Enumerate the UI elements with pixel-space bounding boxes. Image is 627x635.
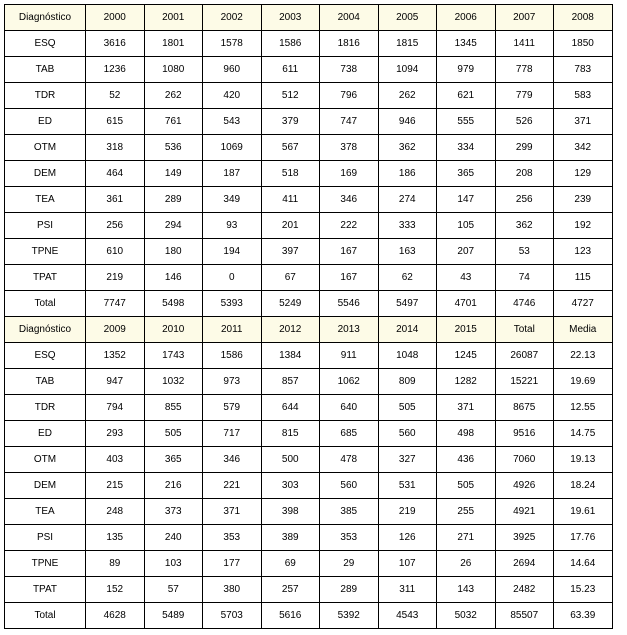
column-header: 2015 [437,317,496,343]
column-header: 2009 [86,317,145,343]
table-cell: 1094 [378,57,437,83]
table-cell: 163 [378,239,437,265]
table-cell: 5498 [144,291,203,317]
table-cell: 349 [203,187,262,213]
row-label-cell: OTM [5,447,86,473]
table-cell: 93 [203,213,262,239]
column-header: 2001 [144,5,203,31]
table-row [5,369,613,395]
table-row [5,343,613,369]
row-label-cell: DEM [5,161,86,187]
table-cell: 248 [86,499,145,525]
table-cell: 5392 [320,603,379,629]
table-cell: 717 [203,421,262,447]
table-cell: 85507 [495,603,554,629]
table-cell: 4701 [437,291,496,317]
diagnosis-table-container [4,4,613,629]
table-cell: 615 [86,109,145,135]
table-cell: 1352 [86,343,145,369]
table-cell: 397 [261,239,320,265]
row-label-cell: TPNE [5,239,86,265]
table-cell: 346 [203,447,262,473]
table-row [5,551,613,577]
table-cell: 353 [203,525,262,551]
table-cell: 7060 [495,447,554,473]
table-cell: 4926 [495,473,554,499]
table-row [5,421,613,447]
table-cell: 5616 [261,603,320,629]
table-cell: 611 [261,57,320,83]
table-cell: 567 [261,135,320,161]
table-cell: 947 [86,369,145,395]
table-cell: 135 [86,525,145,551]
table-row [5,291,613,317]
table-row [5,395,613,421]
table-cell: 560 [320,473,379,499]
table-cell: 67 [261,265,320,291]
table-cell: 365 [437,161,496,187]
table-cell: 361 [86,187,145,213]
table-cell: 177 [203,551,262,577]
table-cell: 1801 [144,31,203,57]
table-cell: 420 [203,83,262,109]
table-cell: 796 [320,83,379,109]
table-cell: 115 [554,265,613,291]
table-cell: 63.39 [554,603,613,629]
table-cell: 464 [86,161,145,187]
table-row [5,265,613,291]
table-cell: 1282 [437,369,496,395]
table-cell: 1048 [378,343,437,369]
table-cell: 19.13 [554,447,613,473]
column-header: 2007 [495,5,554,31]
table-cell: 19.61 [554,499,613,525]
table-cell: 500 [261,447,320,473]
table-cell: 960 [203,57,262,83]
table-cell: 4628 [86,603,145,629]
column-header: 2004 [320,5,379,31]
table-cell: 333 [378,213,437,239]
table-cell: 505 [144,421,203,447]
table-cell: 946 [378,109,437,135]
table-cell: 293 [86,421,145,447]
table-cell: 815 [261,421,320,447]
table-cell: 239 [554,187,613,213]
row-label-cell: ED [5,109,86,135]
table-cell: 342 [554,135,613,161]
table-cell: 1236 [86,57,145,83]
row-label-cell: TPAT [5,265,86,291]
header-row [5,5,613,31]
table-cell: 1245 [437,343,496,369]
table-cell: 498 [437,421,496,447]
table-row [5,31,613,57]
table-cell: 8675 [495,395,554,421]
table-cell: 979 [437,57,496,83]
column-header: 2013 [320,317,379,343]
column-header: Diagnóstico [5,5,86,31]
table-cell: 794 [86,395,145,421]
table-cell: 379 [261,109,320,135]
table-cell: 43 [437,265,496,291]
table-cell: 15221 [495,369,554,395]
table-cell: 365 [144,447,203,473]
table-cell: 19.69 [554,369,613,395]
table-cell: 294 [144,213,203,239]
table-cell: 505 [437,473,496,499]
table-cell: 74 [495,265,554,291]
table-cell: 1032 [144,369,203,395]
table-cell: 512 [261,83,320,109]
table-row [5,109,613,135]
table-cell: 685 [320,421,379,447]
table-cell: 738 [320,57,379,83]
table-cell: 289 [144,187,203,213]
table-cell: 543 [203,109,262,135]
table-cell: 411 [261,187,320,213]
table-row [5,447,613,473]
table-cell: 478 [320,447,379,473]
table-cell: 389 [261,525,320,551]
table-cell: 1062 [320,369,379,395]
table-cell: 147 [437,187,496,213]
table-cell: 778 [495,57,554,83]
table-cell: 219 [86,265,145,291]
table-cell: 17.76 [554,525,613,551]
table-cell: 187 [203,161,262,187]
table-cell: 303 [261,473,320,499]
table-cell: 1815 [378,31,437,57]
table-cell: 7747 [86,291,145,317]
table-cell: 222 [320,213,379,239]
table-cell: 4746 [495,291,554,317]
table-cell: 62 [378,265,437,291]
table-row [5,135,613,161]
table-cell: 69 [261,551,320,577]
table-cell: 436 [437,447,496,473]
table-cell: 378 [320,135,379,161]
table-cell: 4921 [495,499,554,525]
row-label-cell: TAB [5,57,86,83]
table-cell: 5249 [261,291,320,317]
row-label-cell: PSI [5,525,86,551]
table-cell: 1850 [554,31,613,57]
table-cell: 783 [554,57,613,83]
table-cell: 5489 [144,603,203,629]
row-label-cell: OTM [5,135,86,161]
table-cell: 192 [554,213,613,239]
table-cell: 2694 [495,551,554,577]
row-label-cell: TPAT [5,577,86,603]
column-header: 2006 [437,5,496,31]
table-cell: 219 [378,499,437,525]
row-label-cell: TDR [5,83,86,109]
table-cell: 4727 [554,291,613,317]
table-cell: 201 [261,213,320,239]
table-cell: 103 [144,551,203,577]
table-cell: 362 [378,135,437,161]
table-cell: 256 [495,187,554,213]
column-header: 2000 [86,5,145,31]
table-cell: 255 [437,499,496,525]
table-cell: 346 [320,187,379,213]
table-cell: 1080 [144,57,203,83]
table-cell: 52 [86,83,145,109]
row-label-cell: ED [5,421,86,447]
table-cell: 5546 [320,291,379,317]
column-header: 2005 [378,5,437,31]
table-cell: 583 [554,83,613,109]
table-cell: 2482 [495,577,554,603]
table-cell: 1816 [320,31,379,57]
table-cell: 123 [554,239,613,265]
table-cell: 555 [437,109,496,135]
table-cell: 152 [86,577,145,603]
table-cell: 221 [203,473,262,499]
table-cell: 129 [554,161,613,187]
column-header: 2010 [144,317,203,343]
table-cell: 262 [144,83,203,109]
row-label-cell: TDR [5,395,86,421]
table-cell: 371 [203,499,262,525]
table-row [5,83,613,109]
header-row [5,317,613,343]
table-cell: 4543 [378,603,437,629]
table-cell: 1743 [144,343,203,369]
table-cell: 167 [320,239,379,265]
table-cell: 1586 [203,343,262,369]
table-cell: 208 [495,161,554,187]
table-cell: 334 [437,135,496,161]
table-cell: 371 [437,395,496,421]
table-cell: 146 [144,265,203,291]
table-row [5,603,613,629]
table-cell: 0 [203,265,262,291]
table-cell: 257 [261,577,320,603]
table-cell: 526 [495,109,554,135]
table-cell: 855 [144,395,203,421]
table-cell: 105 [437,213,496,239]
table-cell: 15.23 [554,577,613,603]
row-label-cell: TPNE [5,551,86,577]
column-header: Media [554,317,613,343]
row-label-cell: ESQ [5,343,86,369]
table-cell: 747 [320,109,379,135]
table-row [5,161,613,187]
table-cell: 271 [437,525,496,551]
table-cell: 1411 [495,31,554,57]
column-header: 2011 [203,317,262,343]
table-cell: 143 [437,577,496,603]
table-cell: 169 [320,161,379,187]
table-cell: 57 [144,577,203,603]
table-cell: 14.64 [554,551,613,577]
table-cell: 579 [203,395,262,421]
table-cell: 186 [378,161,437,187]
column-header: Total [495,317,554,343]
table-cell: 180 [144,239,203,265]
table-cell: 299 [495,135,554,161]
table-cell: 12.55 [554,395,613,421]
table-cell: 644 [261,395,320,421]
column-header: 2012 [261,317,320,343]
table-cell: 380 [203,577,262,603]
table-cell: 207 [437,239,496,265]
table-cell: 29 [320,551,379,577]
table-cell: 1384 [261,343,320,369]
table-cell: 26 [437,551,496,577]
table-cell: 149 [144,161,203,187]
table-cell: 216 [144,473,203,499]
table-cell: 256 [86,213,145,239]
table-cell: 518 [261,161,320,187]
table-cell: 107 [378,551,437,577]
table-cell: 311 [378,577,437,603]
table-row [5,239,613,265]
table-cell: 89 [86,551,145,577]
table-cell: 362 [495,213,554,239]
table-cell: 9516 [495,421,554,447]
table-cell: 373 [144,499,203,525]
table-cell: 385 [320,499,379,525]
table-cell: 973 [203,369,262,395]
table-cell: 5032 [437,603,496,629]
table-cell: 610 [86,239,145,265]
table-cell: 215 [86,473,145,499]
row-label-cell: Total [5,291,86,317]
table-cell: 857 [261,369,320,395]
table-cell: 640 [320,395,379,421]
table-cell: 3616 [86,31,145,57]
table-cell: 262 [378,83,437,109]
table-cell: 560 [378,421,437,447]
table-cell: 353 [320,525,379,551]
table-cell: 126 [378,525,437,551]
table-cell: 194 [203,239,262,265]
table-cell: 240 [144,525,203,551]
table-cell: 318 [86,135,145,161]
table-cell: 1069 [203,135,262,161]
diagnosis-table [4,4,613,629]
table-row [5,577,613,603]
table-cell: 167 [320,265,379,291]
table-cell: 398 [261,499,320,525]
column-header: 2003 [261,5,320,31]
table-row [5,473,613,499]
table-cell: 5703 [203,603,262,629]
table-cell: 289 [320,577,379,603]
table-row [5,499,613,525]
table-cell: 779 [495,83,554,109]
table-cell: 1345 [437,31,496,57]
row-label-cell: Total [5,603,86,629]
table-cell: 22.13 [554,343,613,369]
table-cell: 3925 [495,525,554,551]
table-cell: 5497 [378,291,437,317]
table-row [5,525,613,551]
row-label-cell: DEM [5,473,86,499]
column-header: 2014 [378,317,437,343]
table-row [5,57,613,83]
table-cell: 505 [378,395,437,421]
table-cell: 403 [86,447,145,473]
table-cell: 1586 [261,31,320,57]
table-cell: 911 [320,343,379,369]
row-label-cell: TEA [5,499,86,525]
table-cell: 327 [378,447,437,473]
table-cell: 809 [378,369,437,395]
row-label-cell: ESQ [5,31,86,57]
column-header: 2002 [203,5,262,31]
row-label-cell: PSI [5,213,86,239]
table-row [5,213,613,239]
row-label-cell: TAB [5,369,86,395]
table-cell: 274 [378,187,437,213]
table-cell: 1578 [203,31,262,57]
row-label-cell: TEA [5,187,86,213]
column-header: 2008 [554,5,613,31]
table-row [5,187,613,213]
table-cell: 53 [495,239,554,265]
table-cell: 5393 [203,291,262,317]
table-cell: 531 [378,473,437,499]
table-cell: 371 [554,109,613,135]
table-cell: 761 [144,109,203,135]
table-cell: 536 [144,135,203,161]
table-cell: 26087 [495,343,554,369]
table-cell: 14.75 [554,421,613,447]
table-cell: 18.24 [554,473,613,499]
table-cell: 621 [437,83,496,109]
column-header: Diagnóstico [5,317,86,343]
